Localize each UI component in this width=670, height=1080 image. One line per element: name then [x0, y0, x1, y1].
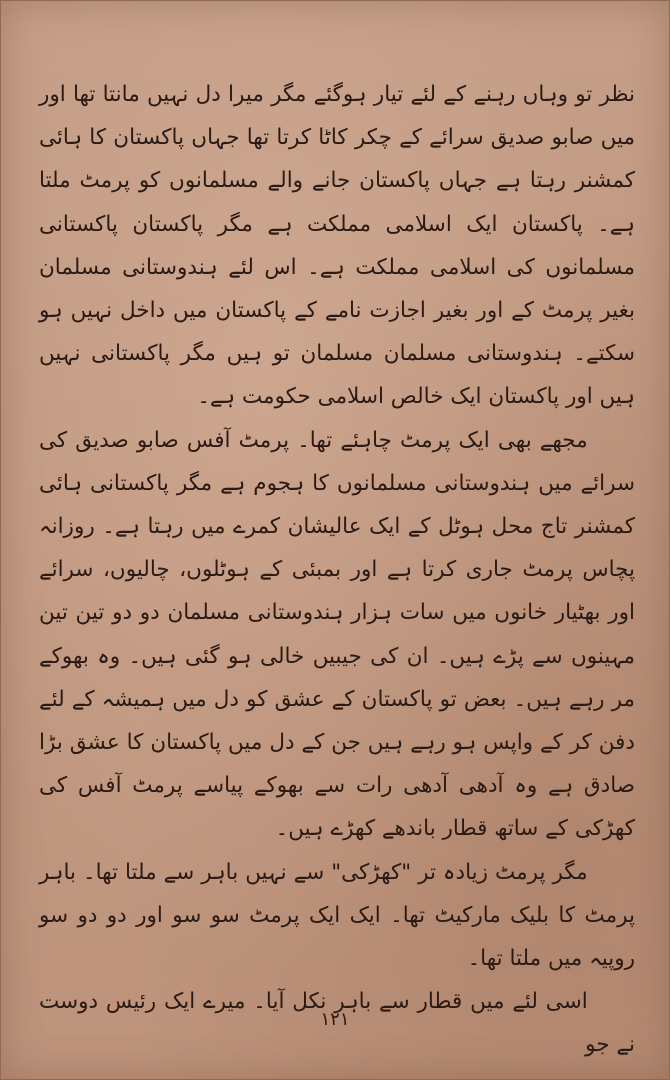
paragraph-1: نظر تو وہاں رہنے کے لئے تیار ہوگئے مگر میرا دل نہیں مانتا تھا اور میں صابو صدیق سرائے کے چکر کاٹا کرتا تھا جہاں پاکستان کا ہائی کمشنر رہتا ہے جہاں پاکستان جانے والے مسلمانوں کو پرمٹ ملتا ہے۔ پاکستان ایک اسلامی مملکت ہے مگر پاکستان پاکستانی مسلمانوں کی اسلامی مملکت ہے۔ اس لئے ہندوستانی مسلمان بغیر پرمٹ کے اور بغیر اجازت نامے کے پاکستان میں داخل نہیں ہو سکتے۔ ہندوستانی مسلمان مسلمان تو ہیں مگر پاکستانی نہیں ہیں اور پاکستان ایک خالص اسلامی حکومت ہے۔ — [39, 82, 635, 410]
paragraph-2: مجھے بھی ایک پرمٹ چاہئے تھا۔ پرمٹ آفس صابو صدیق کی سرائے میں ہندوستانی مسلمانوں کا ہجوم ہے مگر پاکستانی ہائی کمشنر تاج محل ہوٹل کے ایک عالیشان کمرے میں رہتا ہے۔ روزانہ پچاس پرمٹ جاری کرتا ہے اور بمبئی کے ہوٹلوں، چالیوں، سرائے اور بھٹیار خانوں میں سات ہزار ہندوستانی مسلمان دو دو تین تین مہینوں سے پڑے ہیں۔ ان کی جیبیں خالی ہو گئی ہیں۔ وہ بھوکے مر رہے ہیں۔ بعض تو پاکستان کے عشق کو دل میں ہمیشہ کے لئے دفن کر کے واپس ہو رہے ہیں جن کے دل میں پاکستان کا عشق بڑا صادق ہے وہ آدھی آدھی رات سے بھوکے پیاسے پرمٹ آفس کی کھڑکی کے ساتھ قطار باندھے کھڑے ہیں۔ — [39, 427, 635, 842]
body-text — [39, 73, 635, 1067]
paragraph-3: مگر پرمٹ زیادہ تر "کھڑکی" سے نہیں باہر سے ملتا تھا۔ باہر پرمٹ کا بلیک مارکیٹ تھا۔ ایک ایک پرمٹ سو سو اور دو دو سو روپیہ میں ملتا تھا۔ — [39, 859, 635, 972]
page-number: ۱۲۱ — [320, 1009, 350, 1030]
paragraph-4: اسی لئے میں قطار سے باہر نکل آیا۔ میرے ایک رئیس دوست نے جو — [39, 989, 635, 1058]
